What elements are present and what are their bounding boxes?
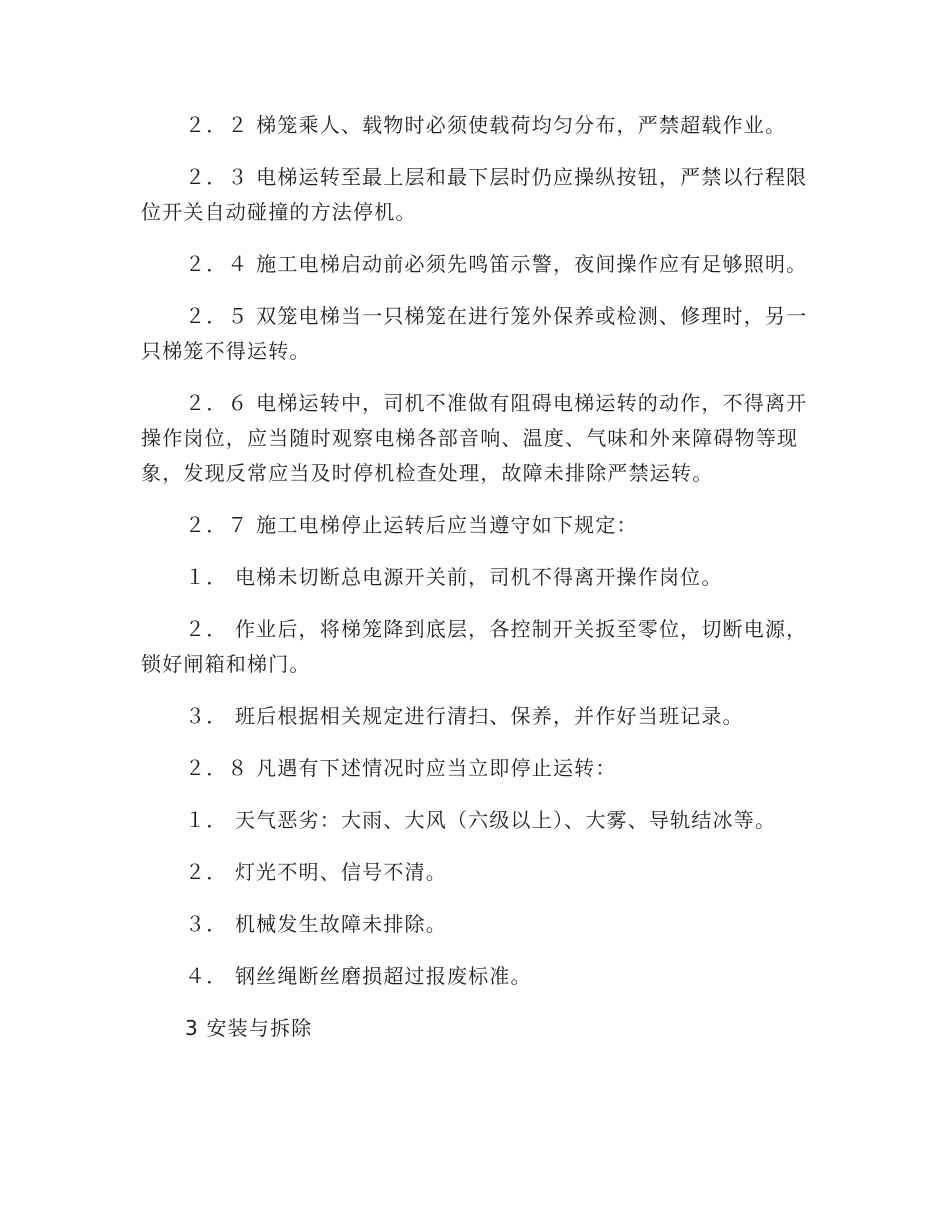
paragraph-2-7 [141,508,813,543]
list-item-2-8-2 [141,855,813,890]
text-line: 3 安装与拆除 [185,1016,313,1040]
text-line: １． 天气恶劣：大雨、大风（六级以上）、大雾、导轨结冰等。 [185,808,777,832]
text-line: ２．３ 电梯运转至最上层和最下层时仍应操纵按钮，严禁以行程限 [185,165,808,189]
text-line: ２．４ 施工电梯启动前必须先鸣笛示警，夜间操作应有足够照明。 [185,252,808,276]
paragraph-2-8 [141,751,813,786]
paragraph-2-5 [141,299,813,369]
text-line: 只梯笼不得运转。 [141,339,311,363]
list-item-2-7-2 [141,612,813,682]
text-line: １． 电梯未切断总电源开关前，司机不得离开操作岗位。 [185,565,723,589]
paragraph-2-6 [141,386,813,491]
list-item-2-8-3 [141,907,813,942]
text-line: ２． 灯光不明、信号不清。 [185,860,447,884]
text-line: ２．８ 凡遇有下述情况时应当立即停止运转： [185,756,617,780]
text-line: ２． 作业后，将梯笼降到底层，各控制开关扳至零位，切断电 [185,617,765,641]
text-line: ２．７ 施工电梯停止运转后应当遵守如下规定： [185,513,638,537]
text-line: 位开关自动碰撞的方法停机。 [141,200,417,224]
list-item-2-7-1 [141,560,813,595]
list-item-2-7-3 [141,699,813,734]
text-line: ２．５ 双笼电梯当一只梯笼在进行笼外保养或检测、修理时，另一 [185,304,808,328]
text-line: ３． 机械发生故障未排除。 [185,912,447,936]
text-line: 现象，发现反常应当及时停机检查处理，故障未排除严禁运转。 [141,426,799,485]
list-item-2-8-4 [141,959,813,994]
text-line: ２．２ 梯笼乘人、载物时必须使载荷均匀分布，严禁超载作业。 [185,113,787,137]
text-line: ２．６ 电梯运转中，司机不准做有阻碍电梯运转的动作，不得离开 [185,391,808,415]
text-line: 操作岗位，应当随时观察电梯各部音响、温度、气味和外来障碍物等 [141,426,777,450]
document-body [141,108,813,1063]
text-line: 源，锁好闸箱和梯门。 [141,617,808,676]
paragraph-2-4 [141,247,813,282]
section-heading-3 [141,1011,813,1046]
paragraph-2-3 [141,160,813,230]
text-line: ３． 班后根据相关规定进行清扫、保养，并作好当班记录。 [185,704,744,728]
text-line: ４． 钢丝绳断丝磨损超过报废标准。 [185,964,532,988]
paragraph-2-2 [141,108,813,143]
list-item-2-8-1 [141,803,813,838]
